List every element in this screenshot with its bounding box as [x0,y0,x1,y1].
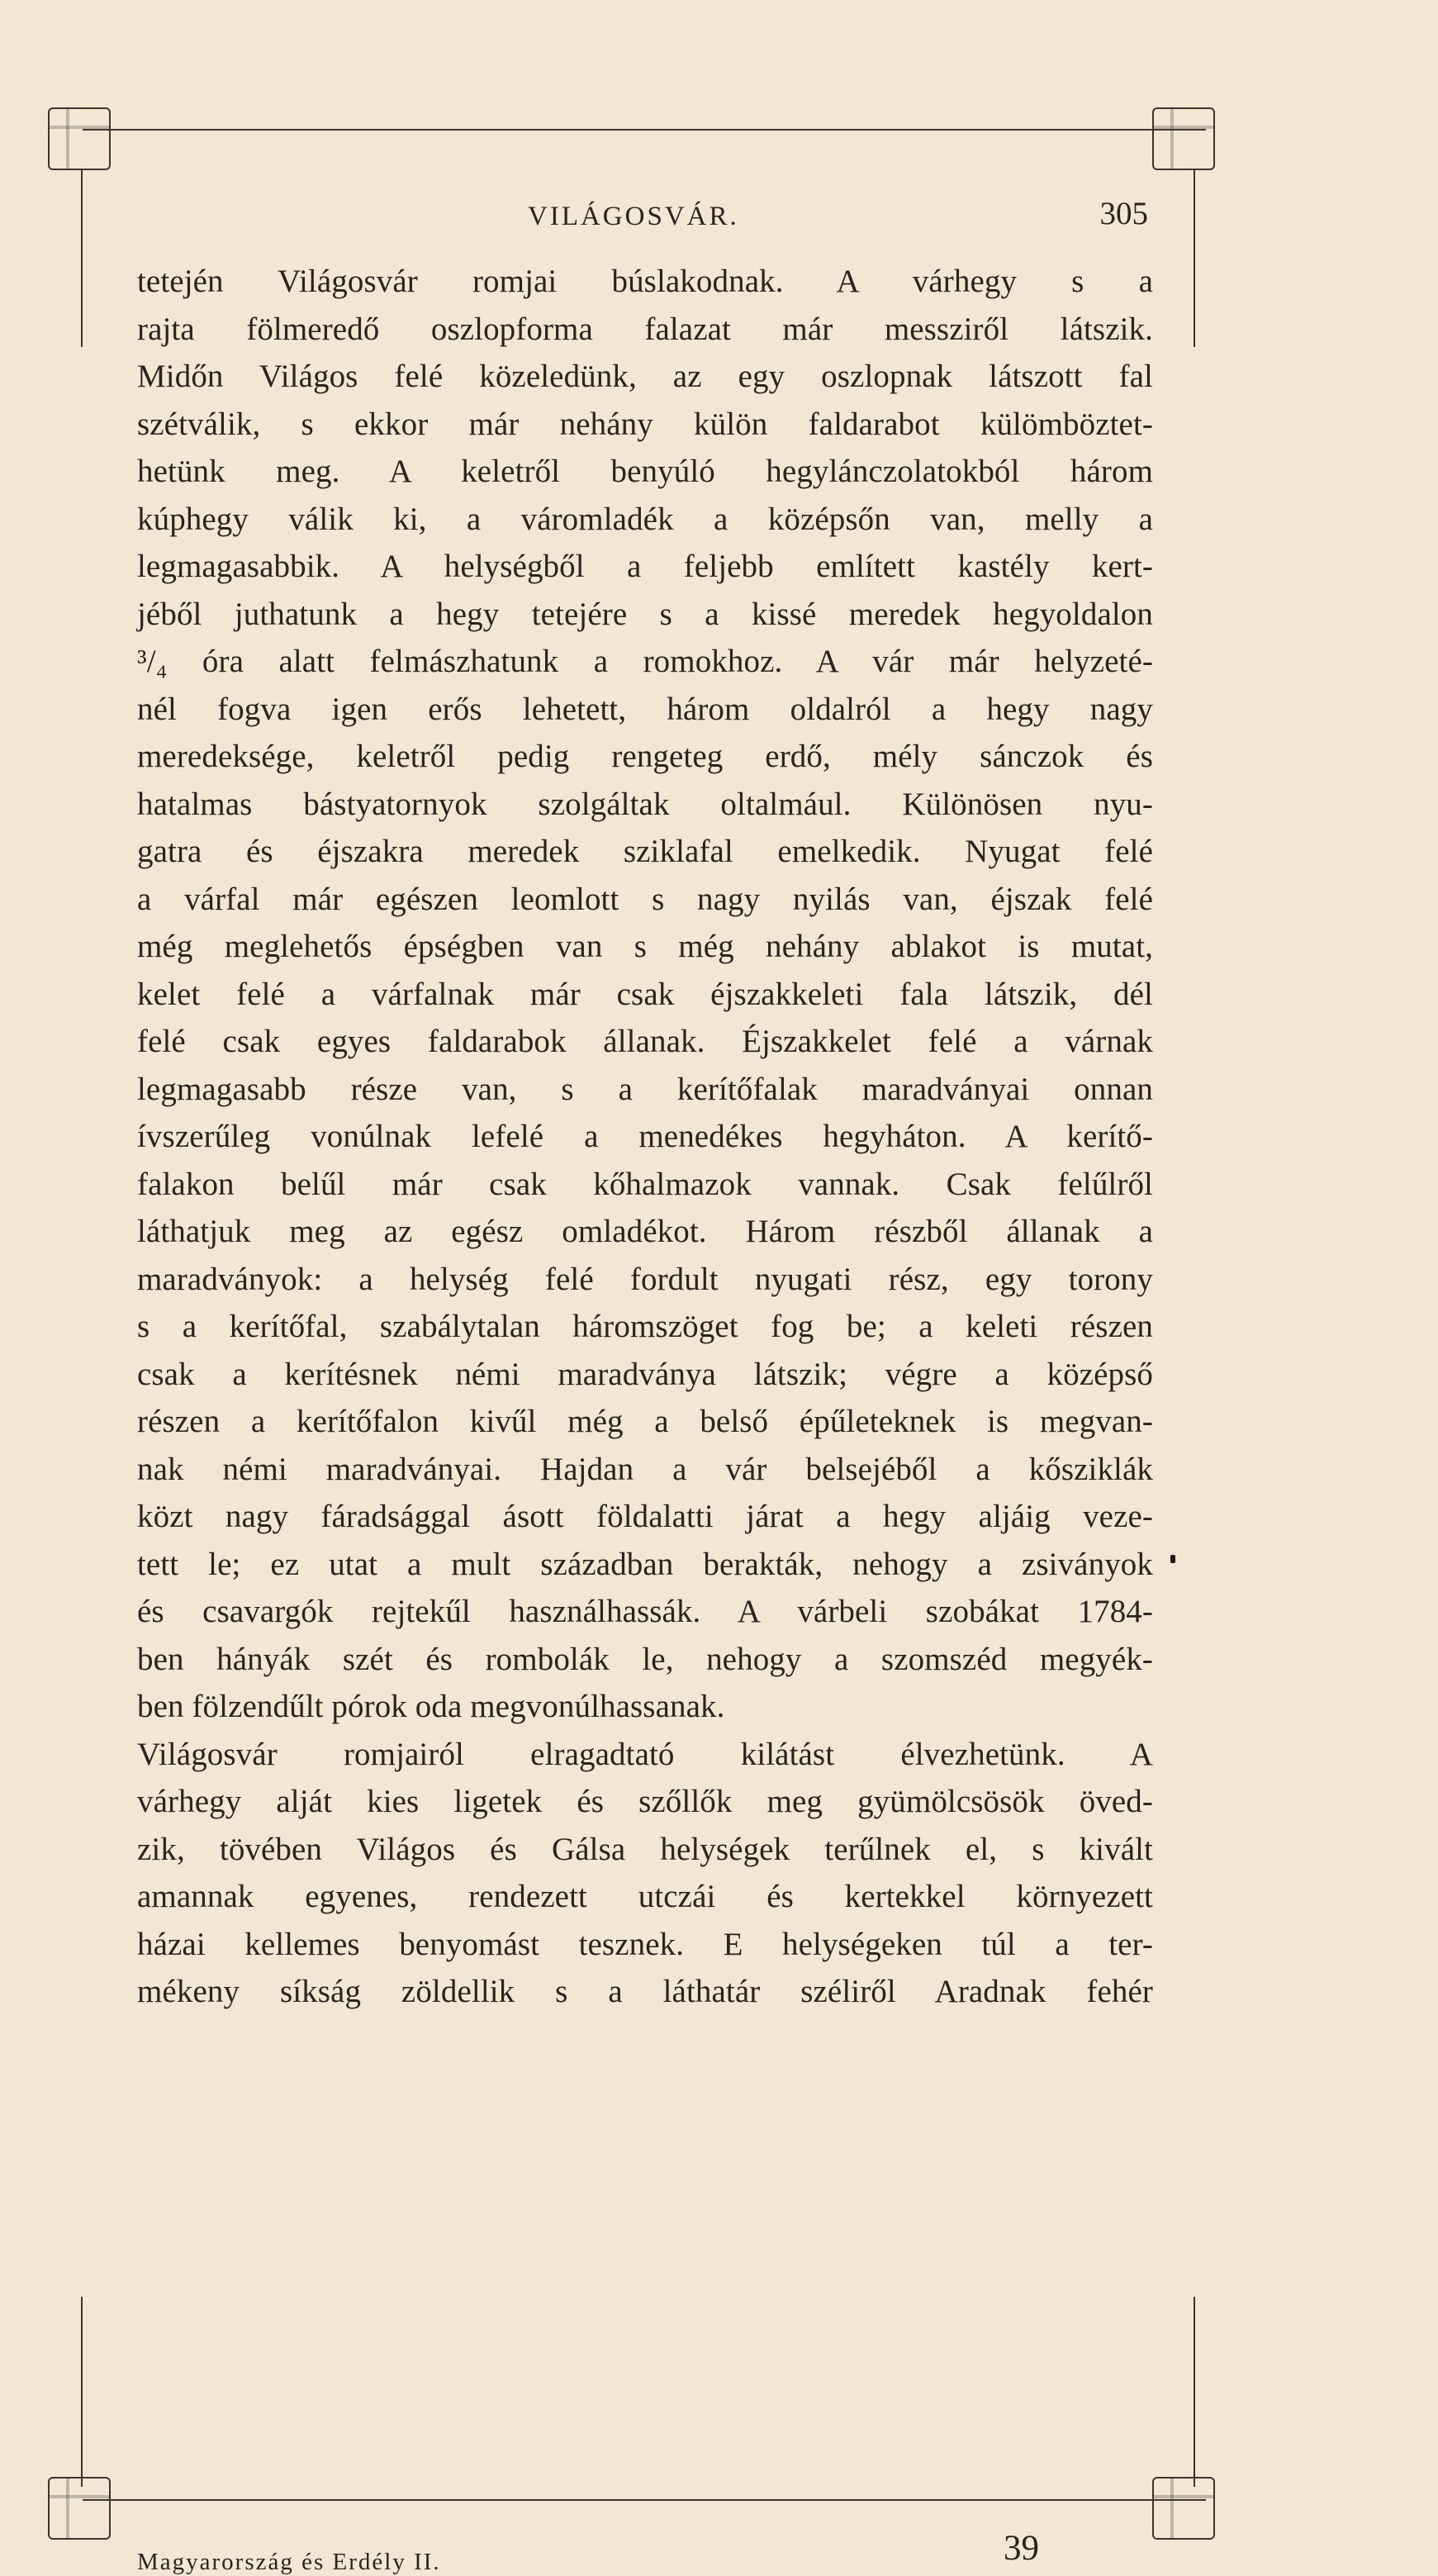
text-line: Midőn Világos felé közeledünk, az egy oszlopnak látszott fal [137,359,1153,394]
top-left-ornament [48,107,111,170]
text-line: felé csak egyes faldarabok állanak. Éjszakkelet felé a várnak [137,1024,1153,1059]
text-line: közt nagy fáradsággal ásott földalatti járat a hegy aljáig veze- [137,1499,1153,1534]
footer-signature: 39 [1004,2529,1039,2568]
bottom-right-ornament [1152,2477,1215,2540]
text-line: házai kellemes benyomást tesznek. E helységeken túl a ter- [137,1926,1153,1962]
text-line: legmagasabb része van, s a kerítőfalak maradványai onnan [137,1071,1153,1107]
text-line: zik, tövében Világos és Gálsa helységek terűlnek el, s kivált [137,1831,1153,1867]
text-line: legmagasabbik. A helységből a feljebb említett kastély kert- [137,549,1153,584]
text-line: mékeny síkság zöldellik s a láthatár széliről Aradnak fehér [137,1974,1153,2009]
left-lower-border [81,2297,83,2487]
right-upper-border [1194,169,1195,347]
text-line: várhegy alját kies ligetek és szőllők meg gyümölcsösök öved- [137,1784,1153,1819]
text-line: s a kerítőfal, szabálytalan háromszöget fog be; a keleti részen [137,1309,1153,1344]
text-line: ben hányák szét és rombolák le, nehogy a szomszéd megyék- [137,1641,1153,1677]
text-line: részen a kerítőfalon kivűl még a belső épűleteknek is megvan- [137,1404,1153,1439]
text-line: Világosvár romjairól elragadtató kilátást élvezhetünk. A [137,1736,1153,1772]
text-line: csak a kerítésnek némi maradványa látszik; végre a középső [137,1356,1153,1392]
text-line: és csavargók rejtekűl használhassák. A várbeli szobákat 1784- [137,1594,1153,1629]
text-line: a várfal már egészen leomlott s nagy nyilás van, éjszak felé [137,881,1153,917]
text-line: tett le; ez utat a mult században berakták, nehogy a zsiványok [137,1546,1153,1582]
text-line: kelet felé a várfalnak már csak éjszakkeleti fala látszik, dél [137,976,1153,1012]
text-line: maradványok: a helység felé fordult nyugati rész, egy torony [137,1261,1153,1297]
ink-mark [1170,1555,1175,1563]
top-border-rule [83,129,1206,131]
text-line: jéből juthatunk a hegy tetejére s a kissé meredek hegyoldalon [137,596,1153,632]
text-line: amannak egyenes, rendezett utczái és kertekkel környezett [137,1879,1153,1914]
left-upper-border [81,169,83,347]
text-line: ívszerűleg vonúlnak lefelé a menedékes hegyháton. A kerítő- [137,1119,1153,1154]
bottom-left-ornament [48,2477,111,2540]
text-line: falakon belűl már csak kőhalmazok vannak. Csak felűlről [137,1166,1153,1202]
text-line: nak némi maradványai. Hajdan a vár belsejéből a kősziklák [137,1451,1153,1487]
text-line: ³/₄ óra alatt felmászhatunk a romokhoz. A vár már helyzeté- [137,644,1153,679]
text-line: gatra és éjszakra meredek sziklafal emelkedik. Nyugat felé [137,834,1153,869]
body-text [137,258,1153,2571]
text-line: nél fogva igen erős lehetett, három oldalról a hegy nagy [137,691,1153,727]
text-line: ben fölzendűlt pórok oda megvonúlhassanak. [137,1689,725,1724]
text-line: hetünk meg. A keletről benyúló hegylánczolatokból három [137,454,1153,489]
running-title: VILÁGOSVÁR. [528,202,739,231]
right-lower-border [1194,2297,1195,2487]
text-line: meredeksége, keletről pedig rengeteg erdő, mély sánczok és [137,739,1153,774]
text-line: tetején Világosvár romjai búslakodnak. A várhegy s a [137,264,1153,299]
page-header [528,195,1148,254]
text-line: láthatjuk meg az egész omladékot. Három részből állanak a [137,1214,1153,1249]
text-line: rajta fölmeredő oszlopforma falazat már messziről látszik. [137,311,1153,347]
text-line: hatalmas bástyatornyok szolgáltak oltalmául. Különösen nyu- [137,786,1153,822]
text-line: kúphegy válik ki, a váromladék a középsőn van, melly a [137,501,1153,537]
footer-source: Magyarország és Erdély II. [137,2549,441,2575]
text-line: még meglehetős épségben van s még nehány ablakot is mutat, [137,929,1153,964]
top-right-ornament [1152,107,1215,170]
page-number: 305 [1099,196,1148,231]
text-line: szétválik, s ekkor már nehány külön faldarabot külömböztet- [137,406,1153,442]
